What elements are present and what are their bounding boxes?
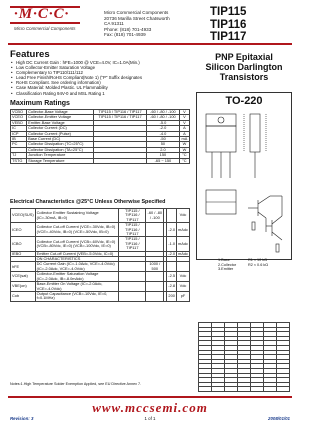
- darlington-schematic: [248, 196, 282, 252]
- table-row: [11, 209, 190, 223]
- table-cell: [146, 282, 164, 292]
- table-cell: Junction Temperature: [27, 153, 94, 158]
- page-number: 1 of 1: [144, 416, 156, 421]
- table-row: [11, 158, 190, 163]
- pin-label: 3.Emitter: [218, 267, 234, 272]
- table-cell: PC: [11, 142, 27, 147]
- table-cell: 150: [147, 153, 180, 158]
- feature-item: • Low Collector-Emitter Saturation Voltage: [16, 65, 191, 70]
- table-cell: VCEO: [11, 115, 27, 120]
- table-cell: V: [179, 110, 189, 115]
- feature-item: • High DC Current Gain : hFE=1000 @ VCE=4.0V, IC=1.0A(Min.): [16, 60, 191, 65]
- revision: Revision: 3: [10, 416, 34, 421]
- description-line: Silicon Darlington: [205, 62, 283, 72]
- table-cell: ON CHARACTERISTICS: [35, 257, 119, 262]
- feature-text: RoHS Compliant. See ordering information): [16, 80, 101, 86]
- table-cell: VBE(on): [11, 282, 36, 292]
- table-cell: TIP115 / TIP116 / TIP117: [94, 110, 147, 115]
- table-cell: ICEO: [11, 223, 36, 237]
- part-number: TIP116: [210, 18, 247, 31]
- table-cell: IC: [11, 126, 27, 131]
- dimension-cell: [277, 387, 290, 392]
- feature-item: • Case Material: Molded Plastic. UL Flammability: [16, 85, 191, 90]
- table-cell: pF: [177, 291, 190, 301]
- table-cell: [177, 262, 190, 272]
- table-cell: 1000 / 500: [146, 262, 164, 272]
- table-cell: -60 / -80 / -100: [147, 110, 180, 115]
- table-cell: V: [179, 120, 189, 125]
- resistor-label: R1 ≈ 10 kΩ: [248, 258, 268, 262]
- address-line: Phone: (818) 701-4933: [104, 26, 152, 32]
- note: Notes:1.High Temperature Solder Exemption Applied, see EU Directive Annex 7.: [10, 382, 142, 386]
- table-cell: Collector Current (Pulse): [27, 131, 94, 136]
- table-cell: mAdc: [178, 250, 188, 256]
- address-line: 20736 Marilla Street Chatsworth: [104, 15, 170, 21]
- release-date: 2008/01/01: [268, 416, 290, 421]
- table-cell: Collector-Emitter Saturation Voltage (IC=-2.0Adc, IB=-8.0mAdc): [35, 272, 119, 282]
- table-cell: Vdc: [177, 272, 190, 282]
- device-description: [196, 52, 292, 82]
- part-number: TIP115: [210, 6, 247, 18]
- table-cell: Vdc: [177, 209, 190, 223]
- table-cell: -4.0: [147, 131, 180, 136]
- table-cell: [146, 291, 164, 301]
- table-cell: ICP: [11, 131, 27, 136]
- resistor-legend: [248, 258, 268, 267]
- company-address: [104, 10, 170, 38]
- package-title: TO-220: [225, 95, 263, 107]
- table-cell: TIP115 / TIP116 / TIP117: [94, 115, 147, 120]
- table-cell: [119, 291, 146, 301]
- table-cell: -2.0: [167, 223, 177, 237]
- dimension-cell: [251, 387, 264, 392]
- table-cell: mAdc: [177, 223, 190, 237]
- table-cell: [119, 262, 146, 272]
- table-cell: Collector-Emitter Voltage: [27, 115, 94, 120]
- table-cell: IEBO: [11, 251, 36, 256]
- max-ratings-title: Maximum Ratings: [10, 100, 70, 107]
- table-cell: [146, 272, 164, 282]
- features-list: [16, 60, 191, 96]
- table-cell: Output Capacitance (VCB=-10Vdc, IE=0, f=0.1MHz): [35, 291, 119, 301]
- table-cell: Collector Emitter Sustaining Voltage (IC=-30mA, IB=0): [35, 209, 119, 223]
- pin-legend: [218, 258, 236, 272]
- table-cell: W: [179, 147, 189, 152]
- table-cell: IB: [11, 137, 27, 142]
- table-cell: [146, 223, 164, 237]
- table-cell: VEBO: [11, 120, 27, 125]
- tab-outline: [206, 114, 236, 126]
- table-cell: A: [179, 131, 189, 136]
- table-cell: Collector Dissipation (TC=25°C): [27, 142, 94, 147]
- table-cell: TIP115 / TIP116 / TIP117: [119, 209, 146, 223]
- address-line: Fax: (818) 701-4939: [104, 32, 146, 38]
- table-cell: Collector Cut-off Current (VCB=-60Vdc, IE=0) (VCB=-80Vdc, IE=0) (VCB=-100Vdc, IE=0): [35, 237, 119, 251]
- logo-bottom-bar: [10, 22, 80, 24]
- description-line: PNP Epitaxial: [215, 52, 273, 62]
- table-cell: TJ: [11, 153, 27, 158]
- table-cell: Base-Emitter On Voltage (IC=-2.0Adc, VCE=-4.0Vdc): [35, 282, 119, 292]
- table-cell: [146, 237, 164, 251]
- pin-label: 1.Base: [218, 258, 230, 262]
- feature-item: • Lead Free Finish/RoHS Compliant(Note 1) ("P" Suffix designates: [16, 75, 191, 80]
- package-drawing: [200, 108, 288, 258]
- feature-item: • Complementary to TIP110/111/112: [16, 70, 191, 75]
- logo-subtitle: Micro Commercial Components: [14, 26, 76, 31]
- features-title: Features: [10, 49, 50, 60]
- resistor-label: R2 ≈ 0.6 kΩ: [248, 262, 269, 267]
- table-cell: Emitter-Base Voltage: [27, 120, 94, 125]
- footer-divider: [8, 396, 292, 398]
- table-cell: Storage Temperature: [27, 158, 94, 163]
- pin-label: 2.Collector: [218, 262, 237, 267]
- table-row: [11, 282, 190, 292]
- table-cell: TSTG: [11, 158, 27, 163]
- table-cell: TIP115 / TIP116 / TIP117: [119, 237, 146, 251]
- table-cell: Collector-Base Voltage: [27, 110, 94, 115]
- table-cell: mAdc: [177, 237, 190, 251]
- table-cell: -60 / -80 / -100: [147, 115, 180, 120]
- header-divider: [8, 43, 292, 45]
- dimension-cell: [225, 387, 238, 392]
- table-cell: Base Current (DC): [27, 137, 94, 142]
- table-cell: mA: [179, 137, 189, 142]
- table-cell: 2.0: [147, 147, 180, 152]
- body-outline: [206, 126, 236, 152]
- table-cell: VCE(sat): [11, 272, 36, 282]
- table-cell: V: [179, 115, 189, 120]
- table-cell: hFE: [11, 262, 36, 272]
- table-cell: -1.0: [167, 237, 177, 251]
- table-cell: -65 ~ 150: [147, 158, 180, 163]
- table-cell: °C: [179, 153, 189, 158]
- table-cell: [119, 282, 146, 292]
- table-cell: Collector Dissipation (TA=25°C): [27, 147, 94, 152]
- table-cell: Collector Cut-off Current (VCE=-30Vdc, IB=0) (VCE=-40Vdc, IB=0) (VCE=-50Vdc, IB=0): [35, 223, 119, 237]
- electrical-table: [10, 208, 190, 302]
- table-cell: -60 / -80 / -100: [146, 209, 164, 223]
- dimension-cell: [212, 387, 225, 392]
- dimension-cell: [264, 387, 277, 392]
- table-cell: TIP115 / TIP116 / TIP117: [119, 223, 146, 237]
- mounting-hole: [218, 117, 224, 123]
- table-cell: DC Current Gain (IC=-1.0Adc, VCE=-4.0Vdc) (IC=-2.0Adc, VCE=-4.0Vdc): [35, 262, 119, 272]
- table-cell: -2.8: [167, 282, 177, 292]
- table-cell: Emitter Cut-off Current (VEB=-5.0Vdc, IC=0): [35, 251, 119, 256]
- table-cell: Vdc: [177, 282, 190, 292]
- description-line: Transistors: [219, 72, 269, 82]
- dimension-cell: [199, 387, 212, 392]
- table-cell: VCBO: [11, 110, 27, 115]
- table-row: [11, 223, 190, 237]
- table-cell: -2.0: [168, 250, 176, 256]
- table-cell: Collector Current (DC): [27, 126, 94, 131]
- part-number: TIP117: [210, 31, 247, 43]
- table-cell: Cob: [11, 291, 36, 301]
- table-cell: VCEO(SUS): [11, 209, 36, 223]
- dimension-cell: [238, 387, 251, 392]
- electrical-title: Electrical Characteristics @25°C Unless Otherwise Specified: [10, 199, 166, 205]
- table-cell: A: [179, 126, 189, 131]
- dimension-row: [199, 387, 290, 392]
- side-view-body: [250, 114, 260, 152]
- table-cell: -50: [147, 137, 180, 142]
- mcc-logo: ·M·C·C·: [14, 6, 70, 22]
- part-numbers: [210, 6, 246, 44]
- table-cell: °C: [179, 158, 189, 163]
- table-row: [11, 237, 190, 251]
- table-cell: [119, 272, 146, 282]
- table-cell: ICBO: [11, 237, 36, 251]
- table-cell: 200: [167, 291, 177, 301]
- address-line: Micro Commercial Components: [104, 10, 169, 15]
- table-cell: [167, 209, 177, 223]
- website-link[interactable]: www.mccsemi.com: [92, 400, 208, 415]
- table-cell: [167, 262, 177, 272]
- table-cell: -5.0: [147, 120, 180, 125]
- table-cell: [94, 158, 147, 163]
- table-cell: -2.0: [147, 126, 180, 131]
- table-cell: -2.5: [167, 272, 177, 282]
- table-row: [11, 291, 190, 301]
- table-cell: 50: [147, 142, 180, 147]
- max-ratings-table: [10, 109, 190, 164]
- table-cell: W: [179, 142, 189, 147]
- feature-item: • Classification Rating 94V-0 and MSL Rating 1: [16, 91, 191, 96]
- address-line: CA 91311: [104, 21, 124, 27]
